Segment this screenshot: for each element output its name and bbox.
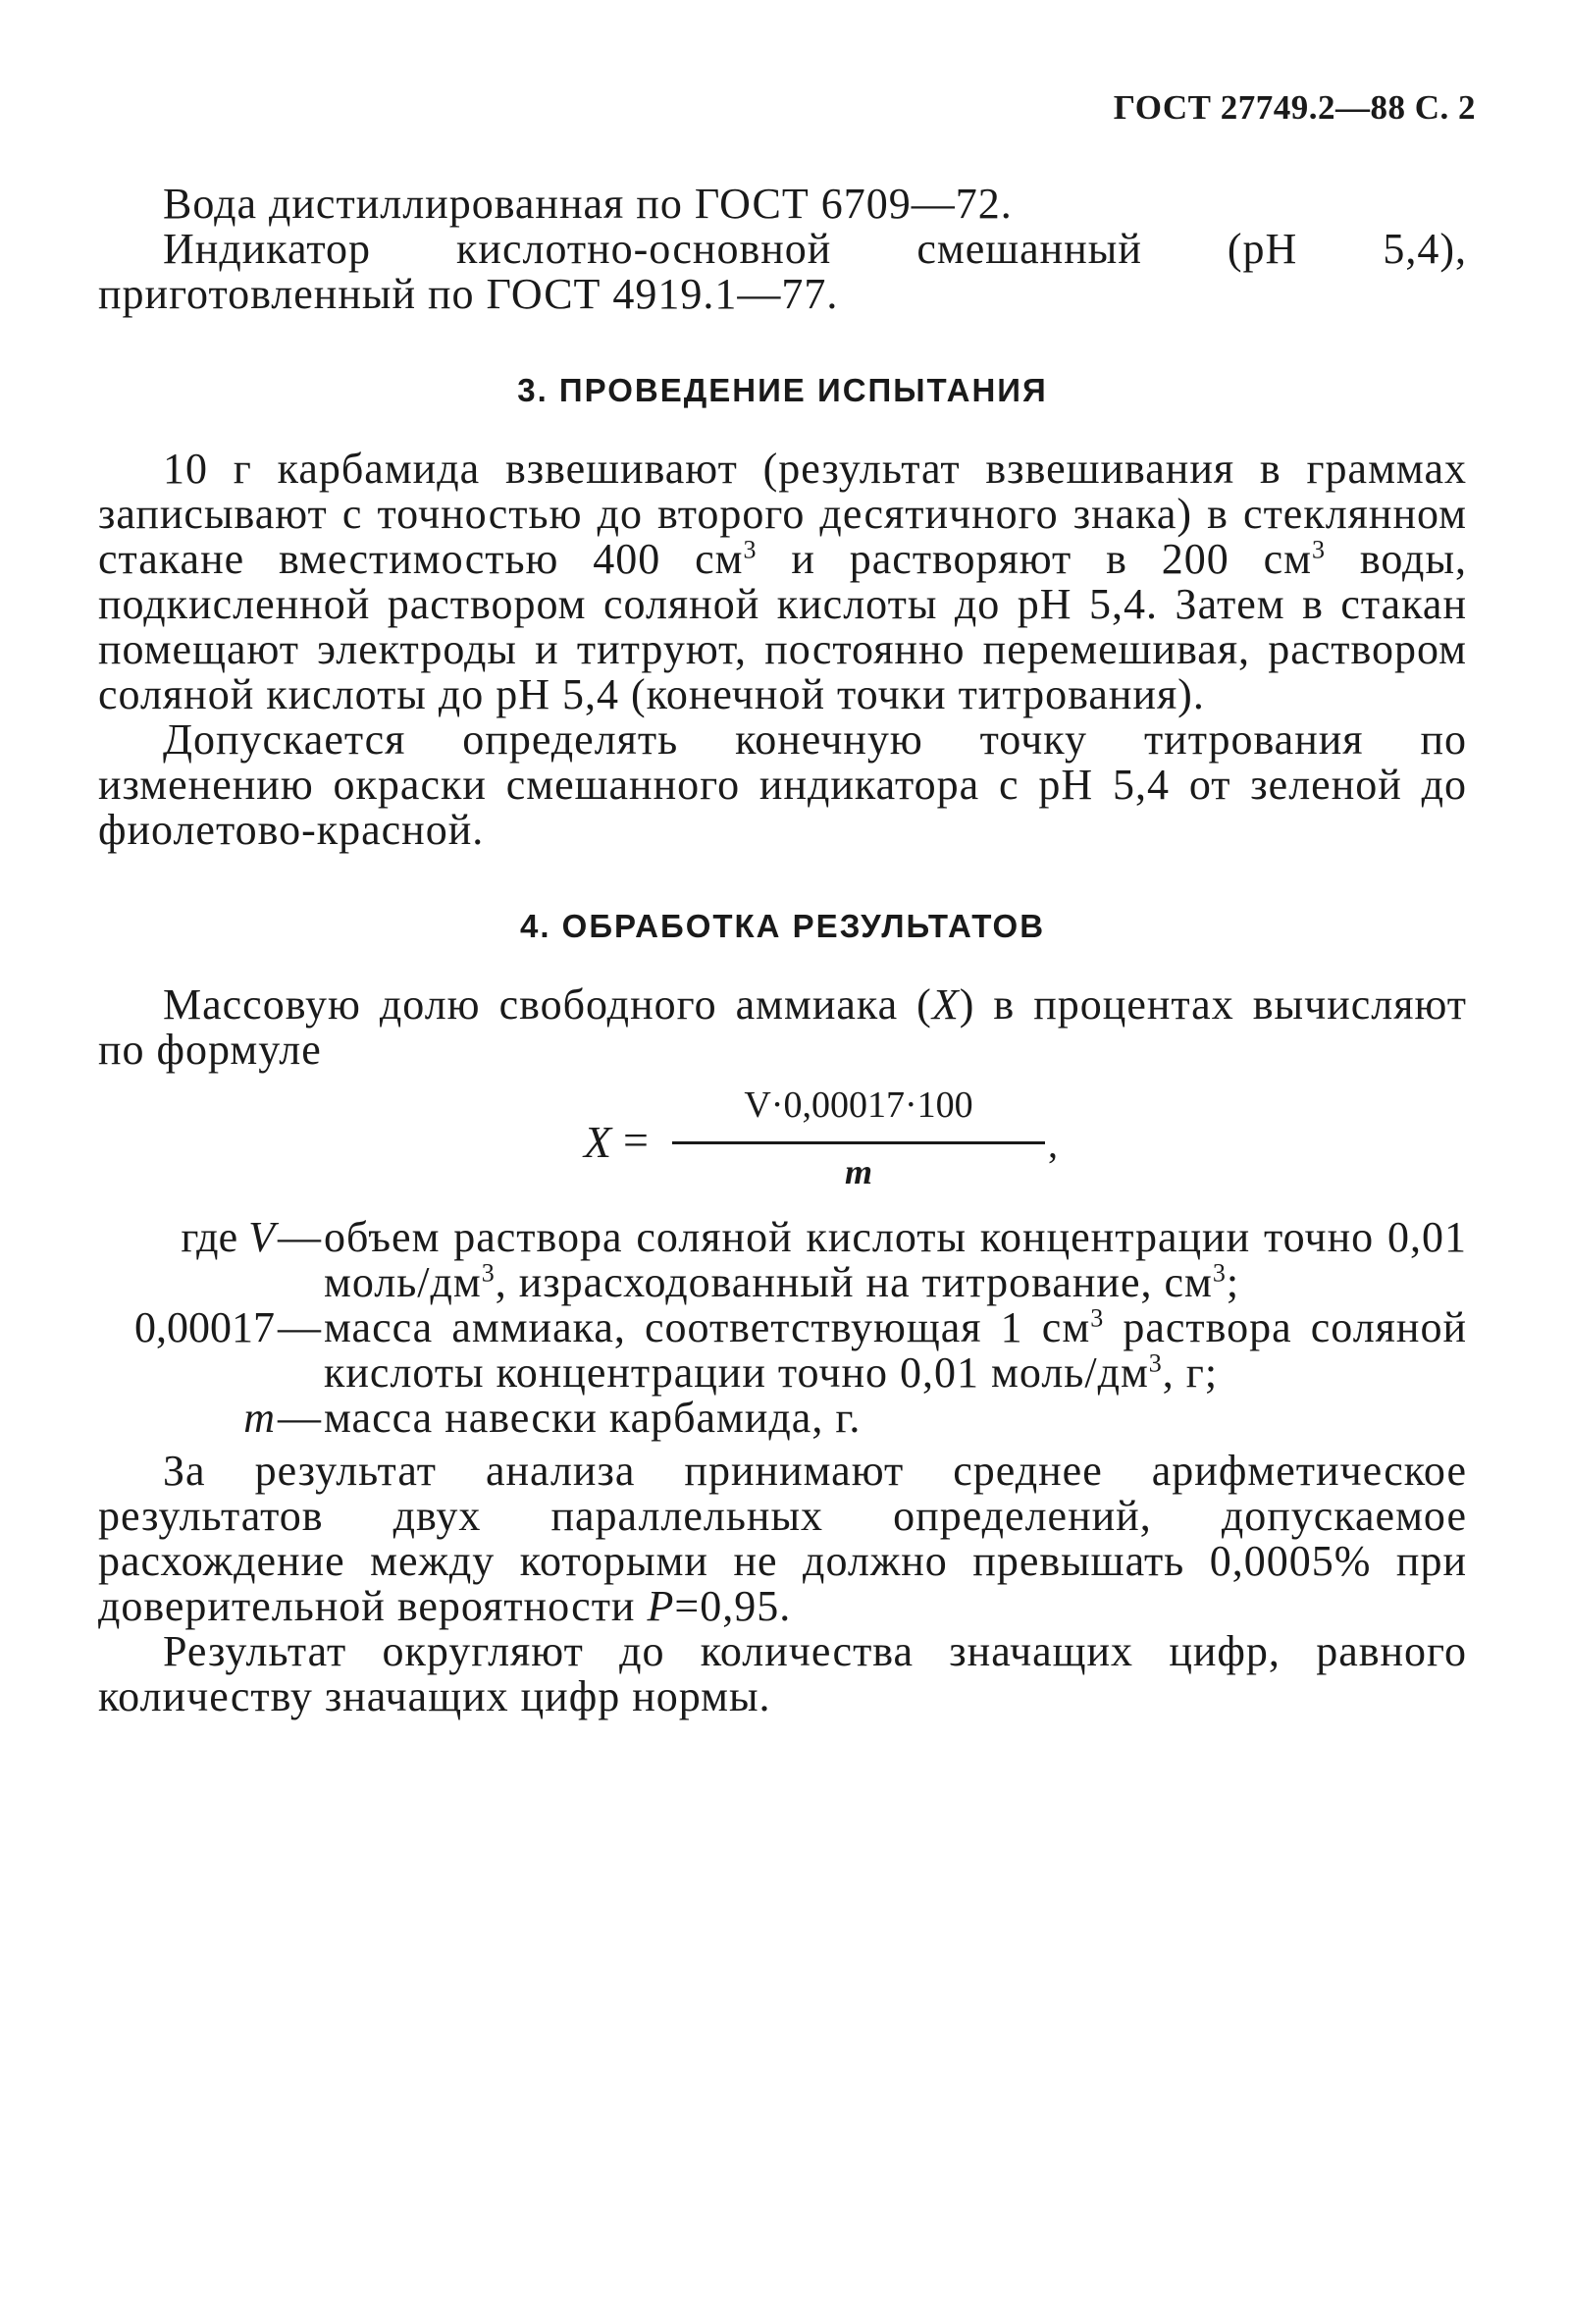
formula-denominator: m <box>844 1152 872 1191</box>
definition-v-text-c: ; <box>1226 1258 1240 1306</box>
definition-v <box>98 1215 1467 1305</box>
definition-v-sup-1: 3 <box>481 1258 496 1288</box>
document-body <box>98 182 1467 1719</box>
definition-m-text: масса навески карбамида, г. <box>324 1394 862 1442</box>
section-4-intro <box>98 982 1467 1073</box>
definition-where: где <box>181 1213 249 1261</box>
definition-v-symbol: V <box>248 1213 275 1261</box>
definition-m <box>98 1396 1467 1441</box>
intro-block <box>98 182 1467 317</box>
definition-constant-sup-2: 3 <box>1148 1348 1163 1378</box>
definition-m-term: m <box>243 1394 275 1442</box>
formula-lhs: X <box>584 1117 612 1167</box>
s3p1-sup-2: 3 <box>1312 535 1326 564</box>
section-3-paragraph-2: Допускается определять конечную точку титрования по изменению окраски смешанного индикатора с pH 5,4 от зеленой до фиолетово-красной. <box>98 715 1467 854</box>
definition-v-text <box>324 1215 1467 1305</box>
definition-constant-term: 0,00017 <box>134 1303 275 1351</box>
intro-line-indicator: Индикатор кислотно-основной смешанный (pH 5,4), приготовленный по ГОСТ 4919.1—77. <box>98 225 1467 318</box>
formula-numerator: V·0,00017·100 <box>744 1084 973 1126</box>
definition-v-text-b: , израсходованный на титрование, см <box>495 1258 1213 1306</box>
section-3-paragraph-1 <box>98 447 1467 717</box>
definition-v-sup-2: 3 <box>1212 1258 1227 1288</box>
formula-definitions <box>98 1215 1467 1441</box>
definition-constant-text <box>324 1305 1467 1396</box>
result-text-b: =0,95. <box>674 1582 792 1630</box>
definition-v-term <box>98 1215 275 1260</box>
section-4-result-paragraph <box>98 1449 1467 1629</box>
formula-block <box>98 1083 1467 1195</box>
formula-fraction-bar <box>672 1141 1045 1144</box>
section-3-title: 3. ПРОВЕДЕНИЕ ИСПЫТАНИЯ <box>517 372 1048 408</box>
definition-m-dash: — <box>278 1394 321 1442</box>
s4-intro-var: X <box>931 980 960 1029</box>
definition-constant-text-a: масса аммиака, соответствующая 1 см <box>324 1303 1091 1351</box>
intro-line-water: Вода дистиллированная по ГОСТ 6709—72. <box>163 180 1013 228</box>
section-4-title: 4. ОБРАБОТКА РЕЗУЛЬТАТОВ <box>519 908 1046 944</box>
result-text-a: За результат анализа принимают среднее арифметическое результатов двух параллельных определений, допускаемое расхождение между которыми не должно превышать 0,0005% при доверительной вероятности <box>98 1447 1467 1630</box>
result-p-symbol: P <box>647 1582 675 1630</box>
s3p1-text-b: и растворяют в 200 см <box>757 535 1312 583</box>
formula-equals: = <box>623 1115 649 1165</box>
definition-constant-sup-1: 3 <box>1090 1303 1105 1333</box>
definition-constant-text-c: , г; <box>1162 1348 1219 1397</box>
s3p1-text-a: 10 г карбамида взвешивают (результат взвешивания в граммах записывают с точностью до второго десятичного знака) в стеклянном стакане вместимостью 400 см <box>98 445 1467 583</box>
s4-intro-b: ) в процентах вычисляют по формуле <box>98 980 1467 1074</box>
definition-constant-text-b: раствора соляной кислоты концентрации точно 0,01 моль/дм <box>324 1303 1467 1397</box>
section-4-rounding-paragraph: Результат округляют до количества значащих цифр, равного количеству значащих цифр нормы. <box>98 1627 1467 1720</box>
definition-v-text-a: объем раствора соляной кислоты концентрации точно 0,01 моль/дм <box>324 1213 1467 1306</box>
page-header: ГОСТ 27749.2—88 С. 2 <box>1113 88 1476 127</box>
formula-trailing-comma: , <box>1048 1122 1058 1166</box>
s4-intro-a: Массовую долю свободного аммиака ( <box>163 980 932 1029</box>
s3p1-sup-1: 3 <box>743 535 758 564</box>
definition-constant-dash: — <box>278 1303 321 1351</box>
s3p1-text-c: воды, подкисленной раствором соляной кислоты до pH 5,4. Затем в стакан помещают электроды и титруют, постоянно перемешивая, раствором соляной кислоты до pH 5,4 (конечной точки титрования). <box>98 535 1468 718</box>
definition-constant <box>98 1305 1467 1396</box>
definition-v-dash: — <box>278 1213 321 1261</box>
